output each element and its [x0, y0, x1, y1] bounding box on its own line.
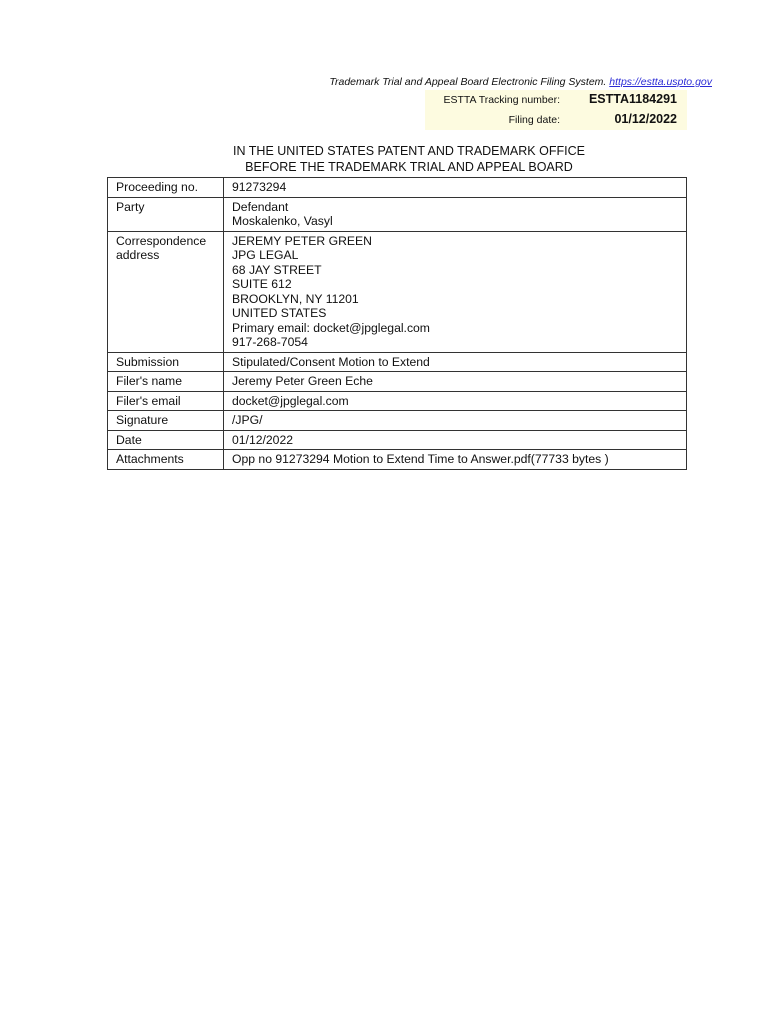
table-row-signature: [108, 411, 687, 431]
filer-name-label: Filer's name: [108, 372, 224, 392]
attachments-value: Opp no 91273294 Motion to Extend Time to Answer.pdf(77733 bytes ): [224, 450, 687, 470]
signature-label: Signature: [108, 411, 224, 431]
correspondence-street: 68 JAY STREET: [232, 262, 322, 277]
party-name: Moskalenko, Vasyl: [232, 214, 333, 228]
date-label: Date: [108, 430, 224, 450]
table-row-filer-email: [108, 391, 687, 411]
table-row-date: [108, 430, 687, 450]
tracking-box: [425, 90, 687, 130]
correspondence-suite: SUITE 612: [232, 277, 292, 291]
signature-value: /JPG/: [224, 411, 687, 431]
submission-label: Submission: [108, 352, 224, 372]
filer-email-label: Filer's email: [108, 391, 224, 411]
tracking-number-label: ESTTA Tracking number:: [443, 94, 560, 106]
table-row-correspondence: [108, 231, 687, 352]
filing-date-value: 01/12/2022: [614, 112, 677, 126]
correspondence-label-line-1: Correspondence: [116, 233, 207, 248]
filer-email-value: docket@jpglegal.com: [224, 391, 687, 411]
correspondence-city: BROOKLYN, NY 11201: [232, 291, 359, 306]
tracking-number-row: [425, 90, 687, 110]
correspondence-firm: JPG LEGAL: [232, 248, 299, 262]
submission-value: Stipulated/Consent Motion to Extend: [224, 352, 687, 372]
filing-system-line: [300, 76, 712, 88]
correspondence-value: [224, 231, 687, 352]
correspondence-label-line-2: address: [116, 248, 160, 262]
tracking-number-value: ESTTA1184291: [588, 92, 677, 106]
table-row-party: [108, 197, 687, 231]
proceeding-value: 91273294: [224, 178, 687, 198]
party-value: [224, 197, 687, 231]
correspondence-country: UNITED STATES: [232, 306, 327, 320]
correspondence-phone: 917-268-7054: [232, 335, 308, 349]
filer-name-value: Jeremy Peter Green Eche: [224, 372, 687, 392]
document-title-line-1: IN THE UNITED STATES PATENT AND TRADEMARK OFFICE: [233, 144, 585, 158]
document-title-line-2: BEFORE THE TRADEMARK TRIAL AND APPEAL BOARD: [245, 160, 573, 174]
party-label: Party: [108, 197, 224, 231]
party-role: Defendant: [232, 199, 289, 214]
filing-info-table: [107, 177, 687, 470]
filing-date-label: Filing date:: [508, 114, 560, 126]
attachments-label: Attachments: [108, 450, 224, 470]
filing-system-text: Trademark Trial and Appeal Board Electronic Filing System.: [329, 76, 607, 88]
filing-date-row: [425, 110, 687, 130]
correspondence-email: Primary email: docket@jpglegal.com: [232, 320, 430, 335]
estta-link[interactable]: https://estta.uspto.gov: [609, 76, 712, 88]
table-row-proceeding: [108, 178, 687, 198]
date-value: 01/12/2022: [224, 430, 687, 450]
correspondence-label: [108, 231, 224, 352]
table-row-submission: [108, 352, 687, 372]
table-row-attachments: [108, 450, 687, 470]
proceeding-label: Proceeding no.: [108, 178, 224, 198]
table-row-filer-name: [108, 372, 687, 392]
correspondence-name: JEREMY PETER GREEN: [232, 233, 372, 248]
